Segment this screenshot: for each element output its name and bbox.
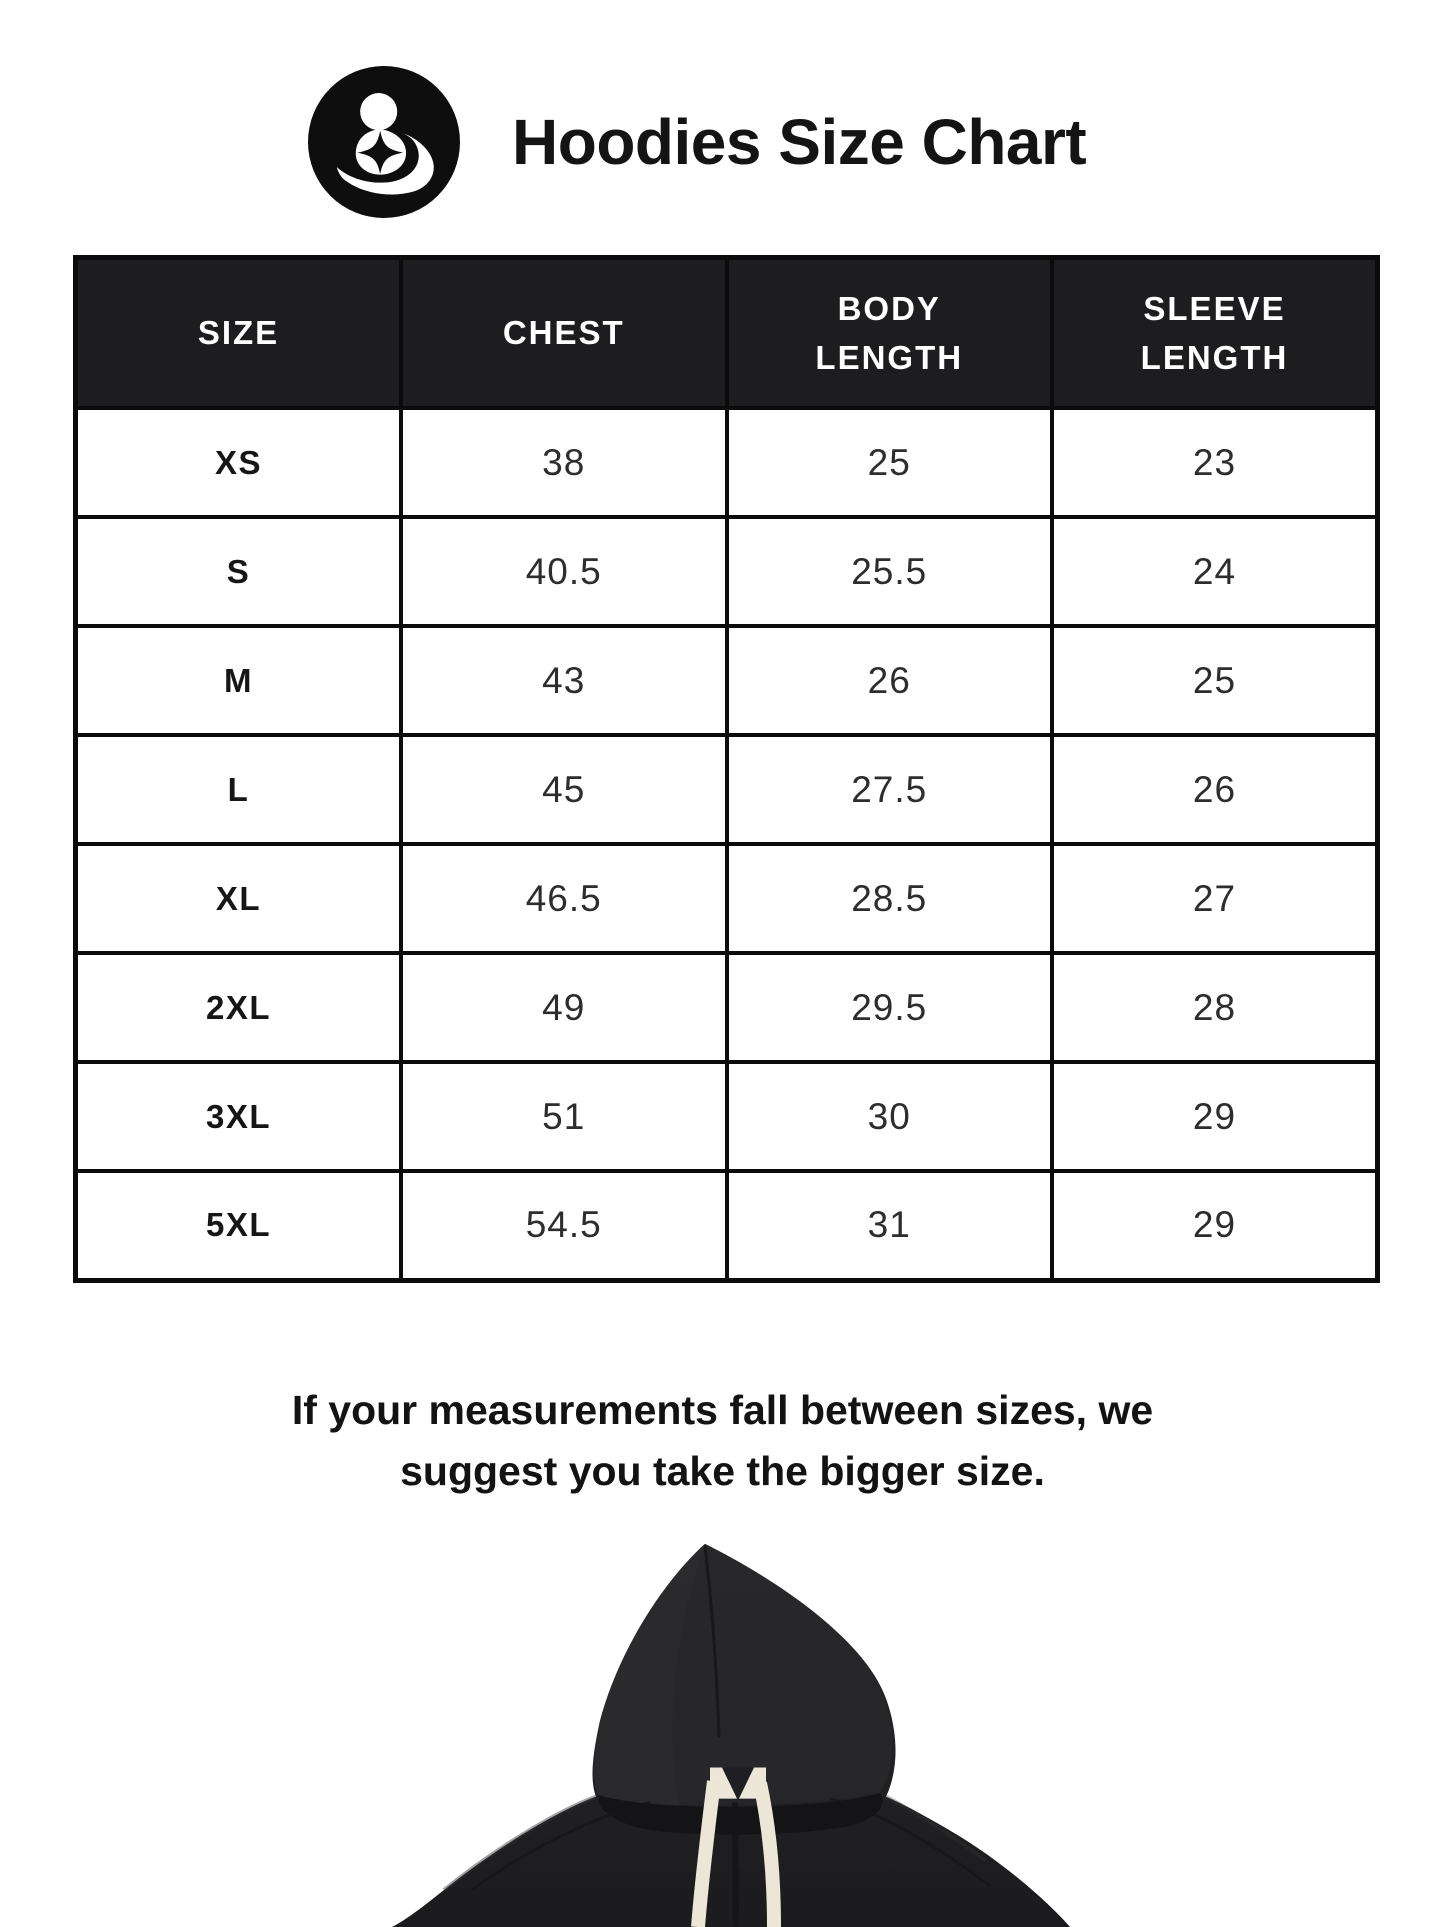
sleeve-length-cell: 27 [1052,844,1378,953]
brand-logo [308,66,460,218]
size-chart-table [73,255,1380,1283]
sleeve-length-cell: 28 [1052,953,1378,1062]
body-length-cell: 25.5 [727,517,1053,626]
sizing-note [0,1380,1445,1502]
body-length-cell: 27.5 [727,735,1053,844]
size-cell: M [76,626,402,735]
size-cell: S [76,517,402,626]
sizing-note-line-1: If your measurements fall between sizes, we [291,1387,1154,1433]
person-holding-star-logo-icon [308,66,460,218]
body-length-cell: 29.5 [727,953,1053,1062]
sleeve-length-cell: 25 [1052,626,1378,735]
table-header-row [76,258,1378,409]
sleeve-length-cell: 26 [1052,735,1378,844]
size-cell: 5XL [76,1171,402,1280]
table-row [76,953,1378,1062]
sleeve-length-cell: 29 [1052,1062,1378,1171]
column-header-sleeve-length: SLEEVE LENGTH [1052,258,1378,409]
table-row [76,844,1378,953]
sleeve-length-cell: 29 [1052,1171,1378,1280]
size-cell: XL [76,844,402,953]
sleeve-length-cell: 23 [1052,408,1378,517]
body-length-cell: 30 [727,1062,1053,1171]
size-cell: L [76,735,402,844]
table-row [76,735,1378,844]
page-title: Hoodies Size Chart [512,106,1087,178]
chest-cell: 51 [401,1062,727,1171]
chest-cell: 49 [401,953,727,1062]
size-cell: 3XL [76,1062,402,1171]
body-length-cell: 26 [727,626,1053,735]
black-hoodie-illustration [350,1538,1110,1927]
column-header-chest: CHEST [401,258,727,409]
chest-cell: 43 [401,626,727,735]
table-row [76,1171,1378,1280]
chest-cell: 45 [401,735,727,844]
sizing-note-line-2: suggest you take the bigger size. [400,1448,1045,1494]
chest-cell: 54.5 [401,1171,727,1280]
chest-cell: 46.5 [401,844,727,953]
hoodie-product-image [350,1538,1110,1927]
size-cell: 2XL [76,953,402,1062]
body-length-cell: 28.5 [727,844,1053,953]
chest-cell: 38 [401,408,727,517]
body-length-cell: 31 [727,1171,1053,1280]
table-row [76,517,1378,626]
sleeve-length-cell: 24 [1052,517,1378,626]
column-header-body-length: BODY LENGTH [727,258,1053,409]
table-row [76,408,1378,517]
table-row [76,1062,1378,1171]
body-length-cell: 25 [727,408,1053,517]
size-cell: XS [76,408,402,517]
table-row [76,626,1378,735]
column-header-size: SIZE [76,258,402,409]
chest-cell: 40.5 [401,517,727,626]
